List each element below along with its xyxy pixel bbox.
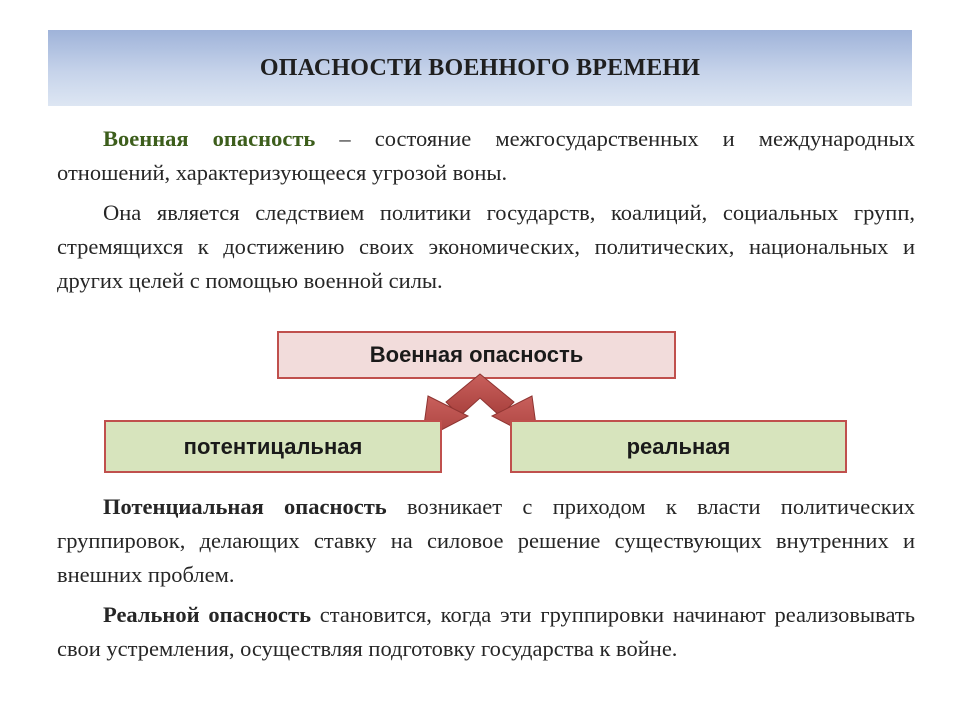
- potential-text: возникает с приходом к власти политических группировок, делающих ставку на силовое решение существующих внутренних и внешних проблем.: [57, 494, 916, 587]
- title-band: [48, 30, 912, 106]
- term-military-danger: Военная опасность: [103, 126, 316, 151]
- real-label: реальная: [626, 433, 731, 459]
- term-potential-danger: Потенциальная опасность: [103, 494, 387, 519]
- cause-paragraph: [57, 196, 915, 298]
- real-paragraph: [57, 598, 915, 666]
- military-danger-label: Военная опасность: [369, 342, 584, 367]
- real-text: становится, когда эти группировки начинают реализовывать свои устремления, осуществляя подготовку государства к войне.: [57, 602, 915, 661]
- potential-label: потентицальная: [183, 433, 363, 459]
- definition-paragraph: [57, 122, 915, 190]
- potential-box: [104, 420, 442, 473]
- term-real-danger: Реальной опасность: [103, 602, 311, 627]
- page-title: ОПАСНОСТИ ВОЕННОГО ВРЕМЕНИ: [259, 54, 701, 81]
- cause-text: Она является следствием политики государств, коалиций, социальных групп, стремящихся к достижению своих экономических, политических, национальных и других целей с помощью военной силы.: [57, 200, 915, 293]
- potential-paragraph: [57, 490, 915, 592]
- definition-text: – состояние межгосударственных и международных отношений, характеризующееся угрозой воны.: [57, 126, 915, 185]
- real-box: [510, 420, 847, 473]
